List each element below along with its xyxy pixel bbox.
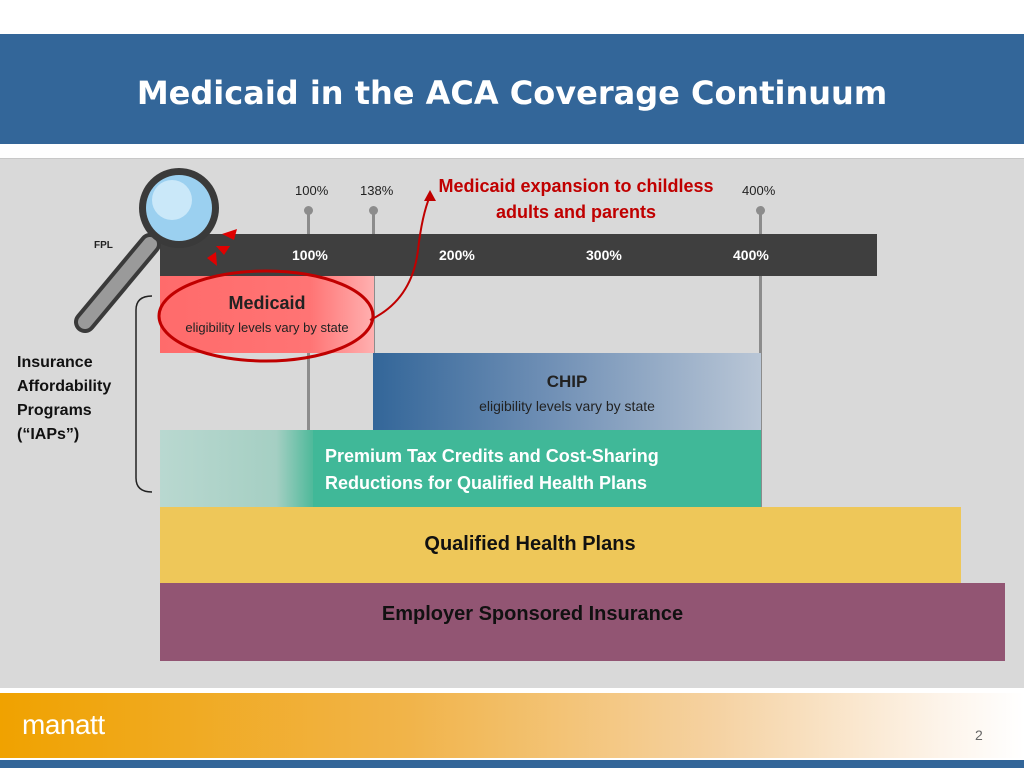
fpl-tick-400: 400% [733,247,769,263]
fpl-tick-100: 100% [292,247,328,263]
fpl-label: FPL [94,240,113,251]
magnifier-icon [85,168,219,322]
manatt-logo: manatt [22,709,105,740]
page-number: 2 [975,727,983,743]
fpl-tick-300: 300% [586,247,622,263]
expansion-annotation: Medicaid expansion to childless adults and parents [438,176,714,222]
iap-bracket [136,296,152,492]
esi-label: Employer Sponsored Insurance [381,603,684,625]
pin-label-100: 100% [295,183,329,198]
chip-title: CHIP [546,372,588,391]
slide-title: Medicaid in the ACA Coverage Continuum [136,74,888,112]
chip-subtitle: eligibility levels vary by state [479,398,655,414]
pin-label-400: 400% [742,183,776,198]
expansion-arrow [370,196,430,320]
spark-icon [207,229,237,266]
medicaid-subtitle: eligibility levels vary by state [185,320,349,335]
ptc-label: Premium Tax Credits and Cost-Sharing Reductions for Qualified Health Plans [325,446,659,493]
footer-line [0,760,1024,768]
qhp-label: Qualified Health Plans [424,533,636,555]
medicaid-highlight-ring [159,271,373,361]
iap-label-text: Insurance Affordability Programs (“IAPs”) [17,354,112,443]
medicaid-title: Medicaid [228,293,306,313]
footer-band [0,693,1024,758]
fpl-tick-200: 200% [439,247,475,263]
pin-label-138: 138% [360,183,394,198]
expansion-arrow-head [424,190,436,201]
